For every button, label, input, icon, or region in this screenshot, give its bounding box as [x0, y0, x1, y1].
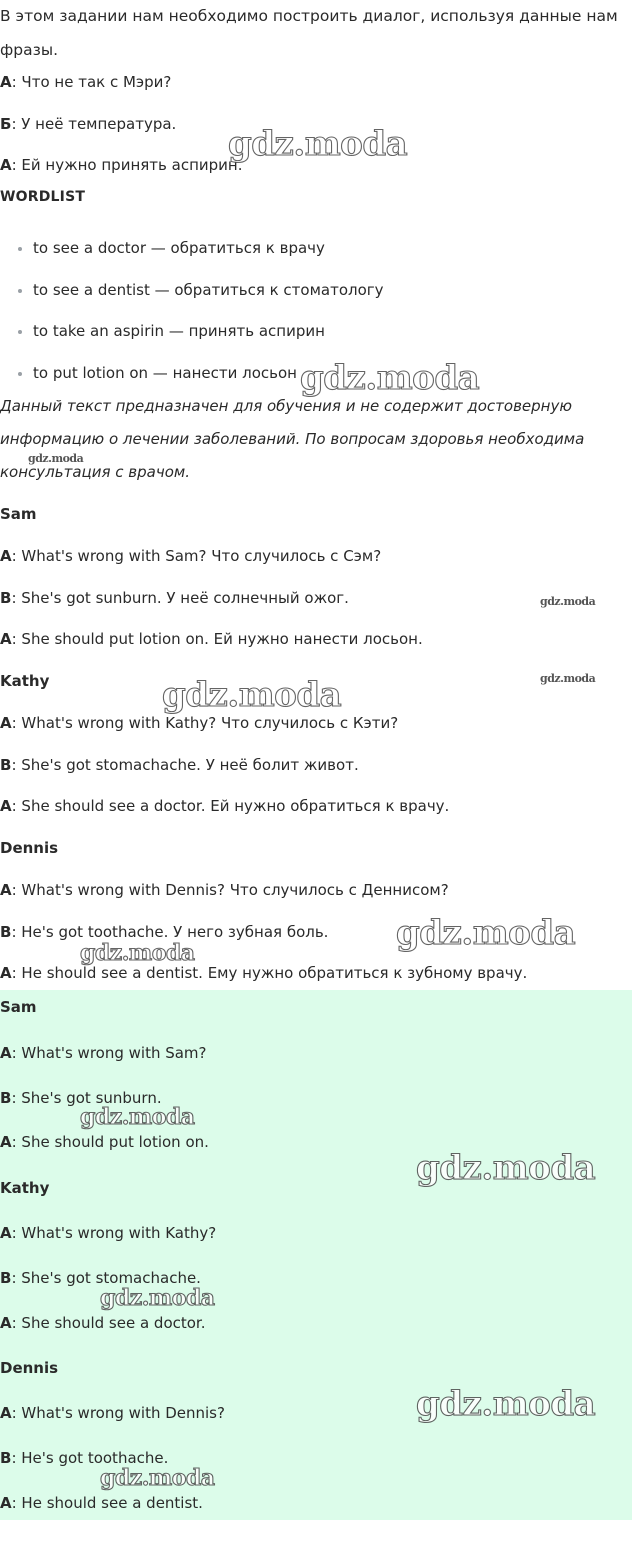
- answer-line: [0, 1403, 225, 1423]
- dialog-text: : She's got sunburn.: [11, 1089, 162, 1107]
- answer-panel: [0, 990, 632, 1520]
- dialog-text: : What's wrong with Kathy?: [11, 1224, 217, 1242]
- wordlist-item-text: to take an aspirin — принять аспирин: [33, 322, 325, 340]
- speaker-label: A: [0, 1494, 12, 1512]
- dialog-text: : She's got sunburn. У неё солнечный ожог.: [11, 589, 349, 607]
- dialog-text: : She should put lotion on. Ей нужно нанести лосьон.: [11, 630, 423, 648]
- dialog-heading-sam: Sam: [0, 505, 37, 523]
- dialog-text: : Ей нужно принять аспирин.: [11, 156, 243, 174]
- watermark-logo: gdz.moda: [28, 452, 84, 465]
- dialog-line: [0, 629, 423, 649]
- speaker-label: A: [0, 964, 12, 982]
- watermark-logo: gdz.moda: [228, 124, 408, 164]
- dialog-text: : He's got toothache.: [11, 1449, 169, 1467]
- dialog-text: : What's wrong with Sam? Что случилось с Сэм?: [11, 547, 382, 565]
- dialog-text: : She should put lotion on.: [11, 1133, 209, 1151]
- speaker-label: A: [0, 797, 12, 815]
- speaker-label: A: [0, 881, 12, 899]
- wordlist-item: [18, 280, 384, 300]
- speaker-label: B: [0, 756, 12, 774]
- dialog-heading-kathy: Kathy: [0, 672, 50, 690]
- dialog-text: : What's wrong with Sam?: [11, 1044, 207, 1062]
- wordlist-item: [18, 321, 325, 341]
- dialog-line: [0, 880, 449, 900]
- watermark-logo: gdz.moda: [416, 1384, 596, 1424]
- answer-heading-sam: Sam: [0, 998, 37, 1016]
- dialog-text: : He should see a dentist.: [11, 1494, 203, 1512]
- dialog-line: [0, 713, 398, 733]
- speaker-label: А: [0, 73, 12, 91]
- dialog-text: : What's wrong with Dennis? Что случилось с Деннисом?: [11, 881, 449, 899]
- dialog-text: : She's got stomachache.: [11, 1269, 201, 1287]
- dialog-line: [0, 588, 349, 608]
- dialog-line: [0, 922, 328, 942]
- answer-line: [0, 1043, 207, 1063]
- speaker-label: A: [0, 1404, 12, 1422]
- speaker-label: Б: [0, 115, 12, 133]
- dialog-text: : She should see a doctor.: [11, 1314, 206, 1332]
- disclaimer-line-3: консультация с врачом.: [0, 463, 190, 481]
- speaker-label: A: [0, 1044, 12, 1062]
- speaker-label: А: [0, 156, 12, 174]
- wordlist-item-text: to put lotion on — нанести лосьон: [33, 364, 297, 382]
- speaker-label: B: [0, 1089, 12, 1107]
- dialog-text: : What's wrong with Kathy? Что случилось с Кэти?: [11, 714, 399, 732]
- dialog-line: [0, 796, 449, 816]
- dialog-line: [0, 963, 527, 983]
- example-line: [0, 72, 171, 92]
- bullet-icon: [18, 330, 22, 334]
- speaker-label: A: [0, 1133, 12, 1151]
- watermark-logo: gdz.moda: [80, 1104, 195, 1130]
- speaker-label: A: [0, 630, 12, 648]
- watermark-logo: gdz.moda: [100, 1465, 215, 1491]
- speaker-label: A: [0, 1314, 12, 1332]
- dialog-text: : What's wrong with Dennis?: [11, 1404, 225, 1422]
- example-line: [0, 114, 176, 134]
- dialog-text: : Что не так с Мэри?: [11, 73, 172, 91]
- watermark-logo: gdz.moda: [540, 672, 596, 685]
- watermark-logo: gdz.moda: [540, 595, 596, 608]
- answer-heading-dennis: Dennis: [0, 1359, 59, 1377]
- watermark-logo: gdz.moda: [396, 913, 576, 953]
- watermark-logo: gdz.moda: [416, 1148, 596, 1188]
- dialog-line: [0, 755, 359, 775]
- watermark-logo: gdz.moda: [80, 940, 195, 966]
- speaker-label: A: [0, 547, 12, 565]
- dialog-text: : He's got toothache. У него зубная боль.: [11, 923, 329, 941]
- wordlist-heading: WORDLIST: [0, 189, 86, 205]
- answer-line: [0, 1313, 205, 1333]
- answer-line: [0, 1223, 216, 1243]
- dialog-heading-dennis: Dennis: [0, 839, 59, 857]
- speaker-label: A: [0, 714, 12, 732]
- speaker-label: B: [0, 1269, 12, 1287]
- bullet-icon: [18, 372, 22, 376]
- bullet-icon: [18, 289, 22, 293]
- dialog-text: : She should see a doctor. Ей нужно обратиться к врачу.: [11, 797, 450, 815]
- speaker-label: B: [0, 589, 12, 607]
- speaker-label: A: [0, 1224, 12, 1242]
- answer-line: [0, 1132, 209, 1152]
- example-line: [0, 155, 242, 175]
- dialog-text: : У неё температура.: [11, 115, 177, 133]
- watermark-logo: gdz.moda: [100, 1285, 215, 1311]
- watermark-logo: gdz.moda: [300, 358, 480, 398]
- wordlist-item-text: to see a dentist — обратиться к стоматологу: [33, 281, 384, 299]
- speaker-label: B: [0, 1449, 12, 1467]
- wordlist-item: [18, 238, 325, 258]
- watermark-logo: gdz.moda: [162, 675, 342, 715]
- wordlist-item-text: to see a doctor — обратиться к врачу: [33, 239, 325, 257]
- disclaimer-line-1: Данный текст предназначен для обучения и не содержит достоверную: [0, 397, 572, 415]
- dialog-line: [0, 546, 381, 566]
- answer-line: [0, 1493, 203, 1513]
- speaker-label: B: [0, 923, 12, 941]
- dialog-text: : He should see a dentist. Ему нужно обратиться к зубному врачу.: [11, 964, 528, 982]
- bullet-icon: [18, 247, 22, 251]
- wordlist-item: [18, 363, 297, 383]
- disclaimer-line-2: информацию о лечении заболеваний. По вопросам здоровья необходима: [0, 430, 585, 448]
- intro-line-2: фразы.: [0, 41, 58, 59]
- intro-line-1: В этом задании нам необходимо построить диалог, используя данные нам: [0, 7, 618, 25]
- answer-heading-kathy: Kathy: [0, 1179, 50, 1197]
- dialog-text: : She's got stomachache. У неё болит живот.: [11, 756, 359, 774]
